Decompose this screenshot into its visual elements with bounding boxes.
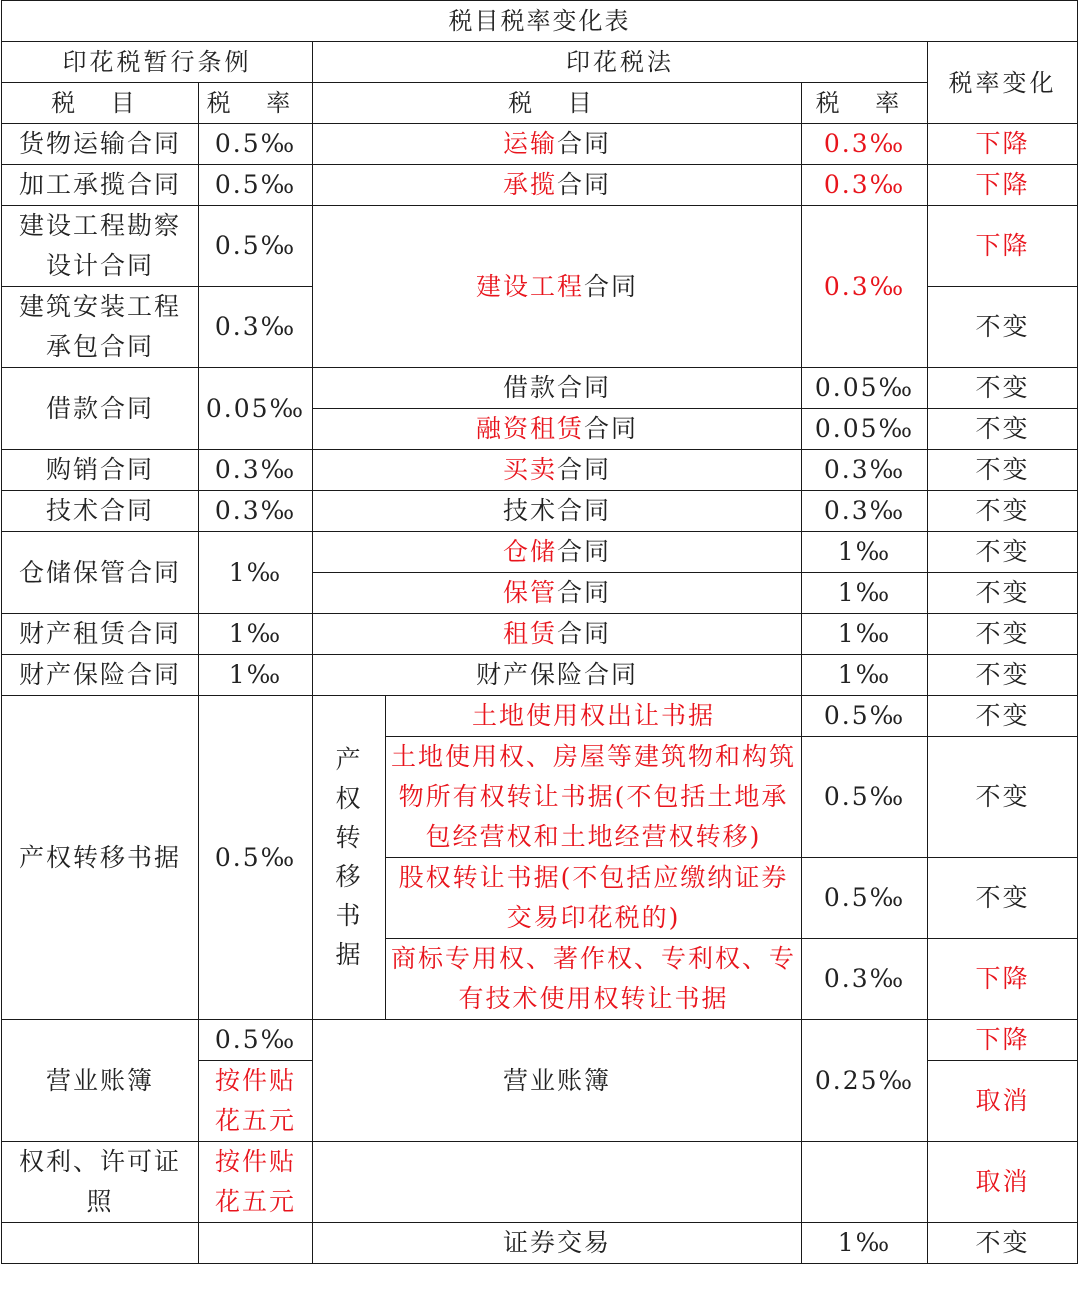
new-item: 财产保险合同 (313, 655, 802, 696)
new-item: 证券交易 (313, 1223, 802, 1264)
new-rate: 1‰ (802, 573, 928, 614)
new-rate: 0.3‰ (802, 124, 928, 165)
rate-change: 不变 (928, 573, 1078, 614)
rate-change: 不变 (928, 532, 1078, 573)
old-rate: 1‰ (199, 614, 313, 655)
table-row (2, 450, 1078, 491)
header-new-rate: 税 率 (802, 83, 928, 124)
old-rate: 0.3‰ (199, 450, 313, 491)
old-rate: 0.05‰ (199, 368, 313, 450)
new-item: 仓储合同 (313, 532, 802, 573)
new-rate: 1‰ (802, 614, 928, 655)
rate-change: 不变 (928, 287, 1078, 368)
new-item: 技术合同 (313, 491, 802, 532)
rate-change: 不变 (928, 655, 1078, 696)
new-item: 营业账簿 (313, 1020, 802, 1142)
rate-change: 下降 (928, 206, 1078, 287)
new-item: 租赁合同 (313, 614, 802, 655)
rate-change: 不变 (928, 858, 1078, 939)
new-rate: 0.3‰ (802, 939, 928, 1020)
new-rate: 0.5‰ (802, 858, 928, 939)
new-rate: 0.05‰ (802, 409, 928, 450)
rate-change: 不变 (928, 409, 1078, 450)
rate-change: 取消 (928, 1061, 1078, 1142)
rate-change: 取消 (928, 1142, 1078, 1223)
old-item: 财产保险合同 (2, 655, 199, 696)
old-rate: 0.5‰ (199, 124, 313, 165)
old-item-empty (2, 1223, 199, 1264)
table-row (2, 696, 1078, 737)
old-rate: 0.3‰ (199, 287, 313, 368)
table-row (2, 124, 1078, 165)
new-rate: 0.3‰ (802, 165, 928, 206)
property-group-label: 产权转移书据 (313, 696, 386, 1020)
old-rate: 0.5‰ (199, 206, 313, 287)
old-rate: 0.5‰ (199, 696, 313, 1020)
old-item: 财产租赁合同 (2, 614, 199, 655)
table-row (2, 491, 1078, 532)
new-item: 承揽合同 (313, 165, 802, 206)
new-item: 融资租赁合同 (313, 409, 802, 450)
table-row (2, 206, 1078, 287)
old-rate: 0.5‰ (199, 165, 313, 206)
new-item: 土地使用权、房屋等建筑物和构筑物所有权转让书据(不包括土地承包经营权和土地经营权转移) (386, 737, 802, 858)
new-item: 股权转让书据(不包括应缴纳证券交易印花税的) (386, 858, 802, 939)
old-rate: 0.5‰ (199, 1020, 313, 1061)
old-item: 加工承揽合同 (2, 165, 199, 206)
rate-change: 下降 (928, 124, 1078, 165)
header-old-item: 税 目 (2, 83, 199, 124)
table-row (2, 1020, 1078, 1061)
rate-change: 下降 (928, 1020, 1078, 1061)
table-row (2, 165, 1078, 206)
old-item: 借款合同 (2, 368, 199, 450)
table-row (2, 614, 1078, 655)
old-item: 建设工程勘察设计合同 (2, 206, 199, 287)
new-rate: 1‰ (802, 532, 928, 573)
new-rate: 1‰ (802, 655, 928, 696)
new-item-empty (313, 1142, 802, 1223)
header-new-item: 税 目 (313, 83, 802, 124)
old-item: 建筑安装工程承包合同 (2, 287, 199, 368)
new-rate: 0.25‰ (802, 1020, 928, 1142)
rate-change: 不变 (928, 696, 1078, 737)
table-row (2, 532, 1078, 573)
old-rate: 1‰ (199, 655, 313, 696)
new-item: 建设工程合同 (313, 206, 802, 368)
header-rate-change: 税率变化 (928, 42, 1078, 124)
rate-change: 不变 (928, 737, 1078, 858)
rate-change: 不变 (928, 450, 1078, 491)
new-rate: 0.5‰ (802, 737, 928, 858)
new-rate: 0.3‰ (802, 450, 928, 491)
new-rate: 0.3‰ (802, 206, 928, 368)
new-rate: 0.3‰ (802, 491, 928, 532)
tax-rate-change-table (1, 0, 1078, 1264)
old-rate: 1‰ (199, 532, 313, 614)
new-item: 保管合同 (313, 573, 802, 614)
old-item: 权利、许可证照 (2, 1142, 199, 1223)
old-item: 仓储保管合同 (2, 532, 199, 614)
header-new-law: 印花税法 (313, 42, 928, 83)
rate-change: 下降 (928, 939, 1078, 1020)
new-item: 土地使用权出让书据 (386, 696, 802, 737)
old-item: 技术合同 (2, 491, 199, 532)
old-rate-empty (199, 1223, 313, 1264)
rate-change: 不变 (928, 368, 1078, 409)
new-item: 借款合同 (313, 368, 802, 409)
new-rate: 0.05‰ (802, 368, 928, 409)
old-rate: 按件贴花五元 (199, 1061, 313, 1142)
new-item: 买卖合同 (313, 450, 802, 491)
rate-change: 不变 (928, 491, 1078, 532)
header-old-rate: 税 率 (199, 83, 313, 124)
rate-change: 不变 (928, 1223, 1078, 1264)
rate-change: 不变 (928, 614, 1078, 655)
table-row (2, 1142, 1078, 1223)
old-item: 产权转移书据 (2, 696, 199, 1020)
new-item: 商标专用权、著作权、专利权、专有技术使用权转让书据 (386, 939, 802, 1020)
new-rate-empty (802, 1142, 928, 1223)
new-item: 运输合同 (313, 124, 802, 165)
header-old-law: 印花税暂行条例 (2, 42, 313, 83)
old-item: 货物运输合同 (2, 124, 199, 165)
new-rate: 1‰ (802, 1223, 928, 1264)
old-item: 营业账簿 (2, 1020, 199, 1142)
old-rate: 按件贴花五元 (199, 1142, 313, 1223)
table-title: 税目税率变化表 (2, 1, 1078, 42)
table-row (2, 655, 1078, 696)
table-row (2, 1223, 1078, 1264)
new-rate: 0.5‰ (802, 696, 928, 737)
old-rate: 0.3‰ (199, 491, 313, 532)
rate-change: 下降 (928, 165, 1078, 206)
old-item: 购销合同 (2, 450, 199, 491)
table-row (2, 368, 1078, 409)
